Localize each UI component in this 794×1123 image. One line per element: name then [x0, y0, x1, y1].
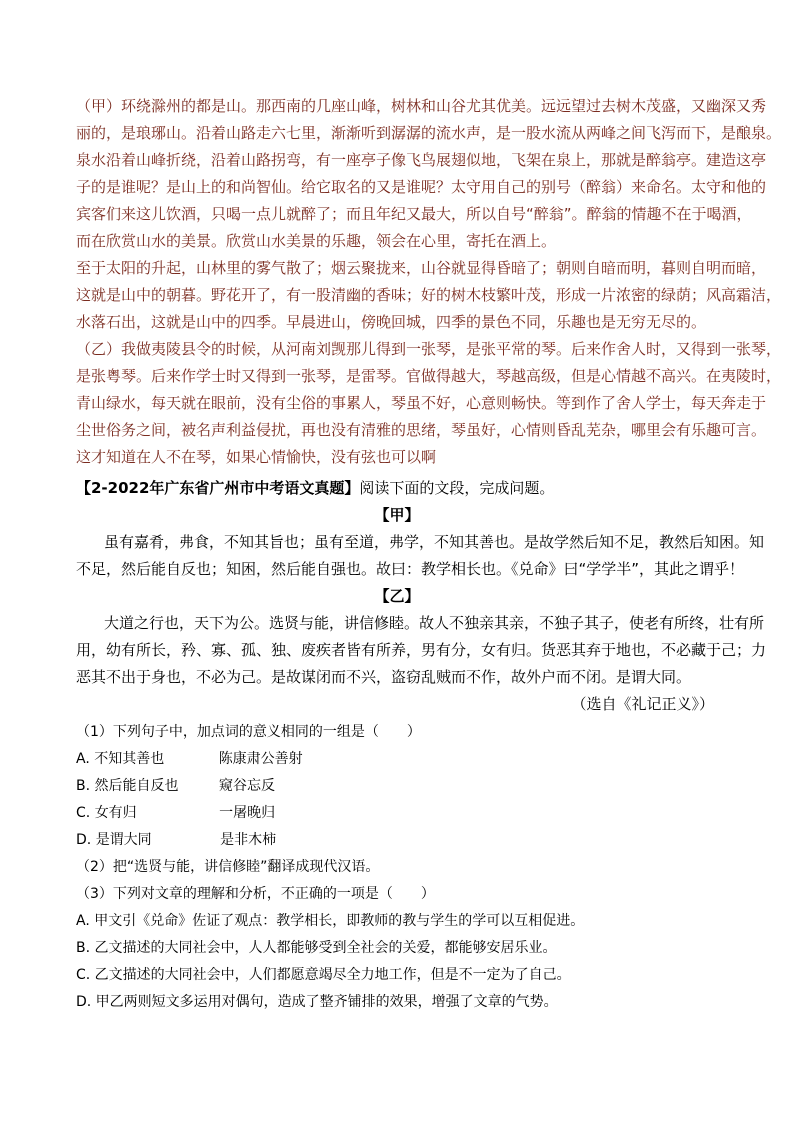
- option-right: 一屠晚归: [219, 805, 276, 821]
- jia-line: 不足，然后能自反也；知困，然后能自强也。故曰：教学相长也。《兑命》曰“学学半”，其此之谓乎！: [76, 560, 745, 578]
- option-left: 不知其善也: [94, 751, 165, 767]
- passage-line: 子的是谁呢？是山上的和尚智仙。给它取名的又是谁呢？太守用自己的别号（醉翁）来命名。太守和他的: [76, 178, 767, 196]
- option-label: D.: [76, 832, 92, 848]
- passage-line: （乙）我做夷陵县令的时候，从河南刘觊那儿得到一张琴，是张平常的琴。后来作舍人时，又得到一张琴，: [76, 340, 782, 358]
- yi-line: 大道之行也，天下为公。选贤与能，讲信修睦。故人不独亲其亲，不独子其子，使老有所终，壮有所: [104, 614, 765, 632]
- passage-line: 而在欣赏山水的美景。欣赏山水美景的乐趣，领会在心里，寄托在酒上。: [76, 232, 557, 250]
- jia-title: 【甲】: [374, 506, 420, 524]
- passage-line: 至于太阳的升起，山林里的雾气散了；烟云聚拢来，山谷就显得昏暗了；朝则自暗而明，暮则自明而暗，: [76, 259, 767, 277]
- passage-line: （甲）环绕滁州的都是山。那西南的几座山峰，树林和山谷尤其优美。远远望过去树木茂盛，又幽深又秀: [76, 97, 767, 115]
- passage-line: 尘世俗务之间，被名声利益侵扰，再也没有清雅的思绪，琴虽好，心情则昏乱芜杂，哪里会有乐趣可言。: [76, 421, 767, 439]
- q3-option-c: C. 乙文描述的大同社会中，人们都愿意竭尽全力地工作，但是不一定为了自己。: [76, 967, 571, 983]
- q1-option-b: [76, 773, 275, 800]
- option-left: 是谓大同: [95, 832, 152, 848]
- option-left: 然后能自反也: [94, 778, 179, 794]
- yi-title: 【乙】: [374, 587, 420, 605]
- option-label: B.: [76, 778, 91, 794]
- question-instruction: 阅读下面的文段，完成问题。: [359, 479, 555, 497]
- q1-option-d: [76, 827, 276, 854]
- question-source: 【2-2022年广东省广州市中考语文真题】: [76, 479, 360, 497]
- q3-option-d: D. 甲乙两则短文多运用对偶句，造成了整齐铺排的效果，增强了文章的气势。: [76, 994, 558, 1010]
- yi-line: 用，幼有所长，矜、寡、孤、独、废疾者皆有所养，男有分，女有归。货恶其弃于地也，不必藏于己；力: [76, 641, 767, 659]
- q3-option-b: B. 乙文描述的大同社会中，人人都能够受到全社会的关爱，都能够安居乐业。: [76, 940, 557, 956]
- passage-line: 泉水沿着山峰折绕，沿着山路拐弯，有一座亭子像飞鸟展翅似地，飞架在泉上，那就是醉翁亭。建造这亭: [76, 151, 767, 169]
- passage-line: 这就是山中的朝暮。野花开了，有一股清幽的香味；好的树木枝繁叶茂，形成一片浓密的绿荫；风高霜洁，: [76, 286, 782, 304]
- option-left: 女有归: [94, 805, 137, 821]
- q1-option-a: [76, 746, 303, 773]
- option-right: 是非木柿: [220, 832, 277, 848]
- passage-line: 宾客们来这儿饮酒，只喝一点儿就醉了；而且年纪又最大，所以自号“醉翁”。醉翁的情趣不在于喝酒，: [76, 205, 752, 223]
- passage-line: 青山绿水，每天就在眼前，没有尘俗的事累人，琴虽不好，心意则畅快。等到作了舍人学士，每天奔走于: [76, 394, 767, 412]
- passage-line: 丽的，是琅琊山。沿着山路走六七里，渐渐听到潺潺的流水声，是一股水流从两峰之间飞泻而下，是酿泉。: [76, 124, 782, 142]
- passage-line: 水落石出，这就是山中的四季。早晨进山，傍晚回城，四季的景色不同，乐趣也是无穷无尽的。: [76, 313, 707, 331]
- option-label: C.: [76, 805, 91, 821]
- jia-line: 虽有嘉肴，弗食，不知其旨也；虽有至道，弗学，不知其善也。是故学然后知不足，教然后知困。知: [104, 533, 765, 551]
- option-right: 陈康肃公善射: [218, 751, 303, 767]
- q3-stem: （3）下列对文章的理解和分析，不正确的一项是（ ）: [76, 886, 435, 902]
- q2-stem: （2）把“选贤与能，讲信修睦”翻译成现代汉语。: [76, 859, 380, 875]
- passage-line: 是张粤琴。后来作学士时又得到一张琴，是雷琴。官做得越大，琴越高级，但是心情越不高兴。在夷陵时，: [76, 367, 782, 385]
- question-header: [76, 475, 554, 502]
- source-citation: （选自《礼记正义》）: [571, 695, 714, 713]
- q1-stem: （1）下列句子中，加点词的意义相同的一组是（ ）: [76, 724, 421, 740]
- yi-line: 恶其不出于身也，不必为己。是故谋闭而不兴，盗窃乱贼而不作，故外户而不闭。是谓大同。: [76, 668, 692, 686]
- option-label: A.: [76, 751, 90, 767]
- q3-option-a: A. 甲文引《兑命》佐证了观点：教学相长，即教师的教与学生的学可以互相促进。: [76, 913, 585, 929]
- passage-line: 这才知道在人不在琴，如果心情愉快，没有弦也可以啊: [76, 448, 437, 466]
- q1-option-c: [76, 800, 275, 827]
- option-right: 窥谷忘反: [218, 778, 275, 794]
